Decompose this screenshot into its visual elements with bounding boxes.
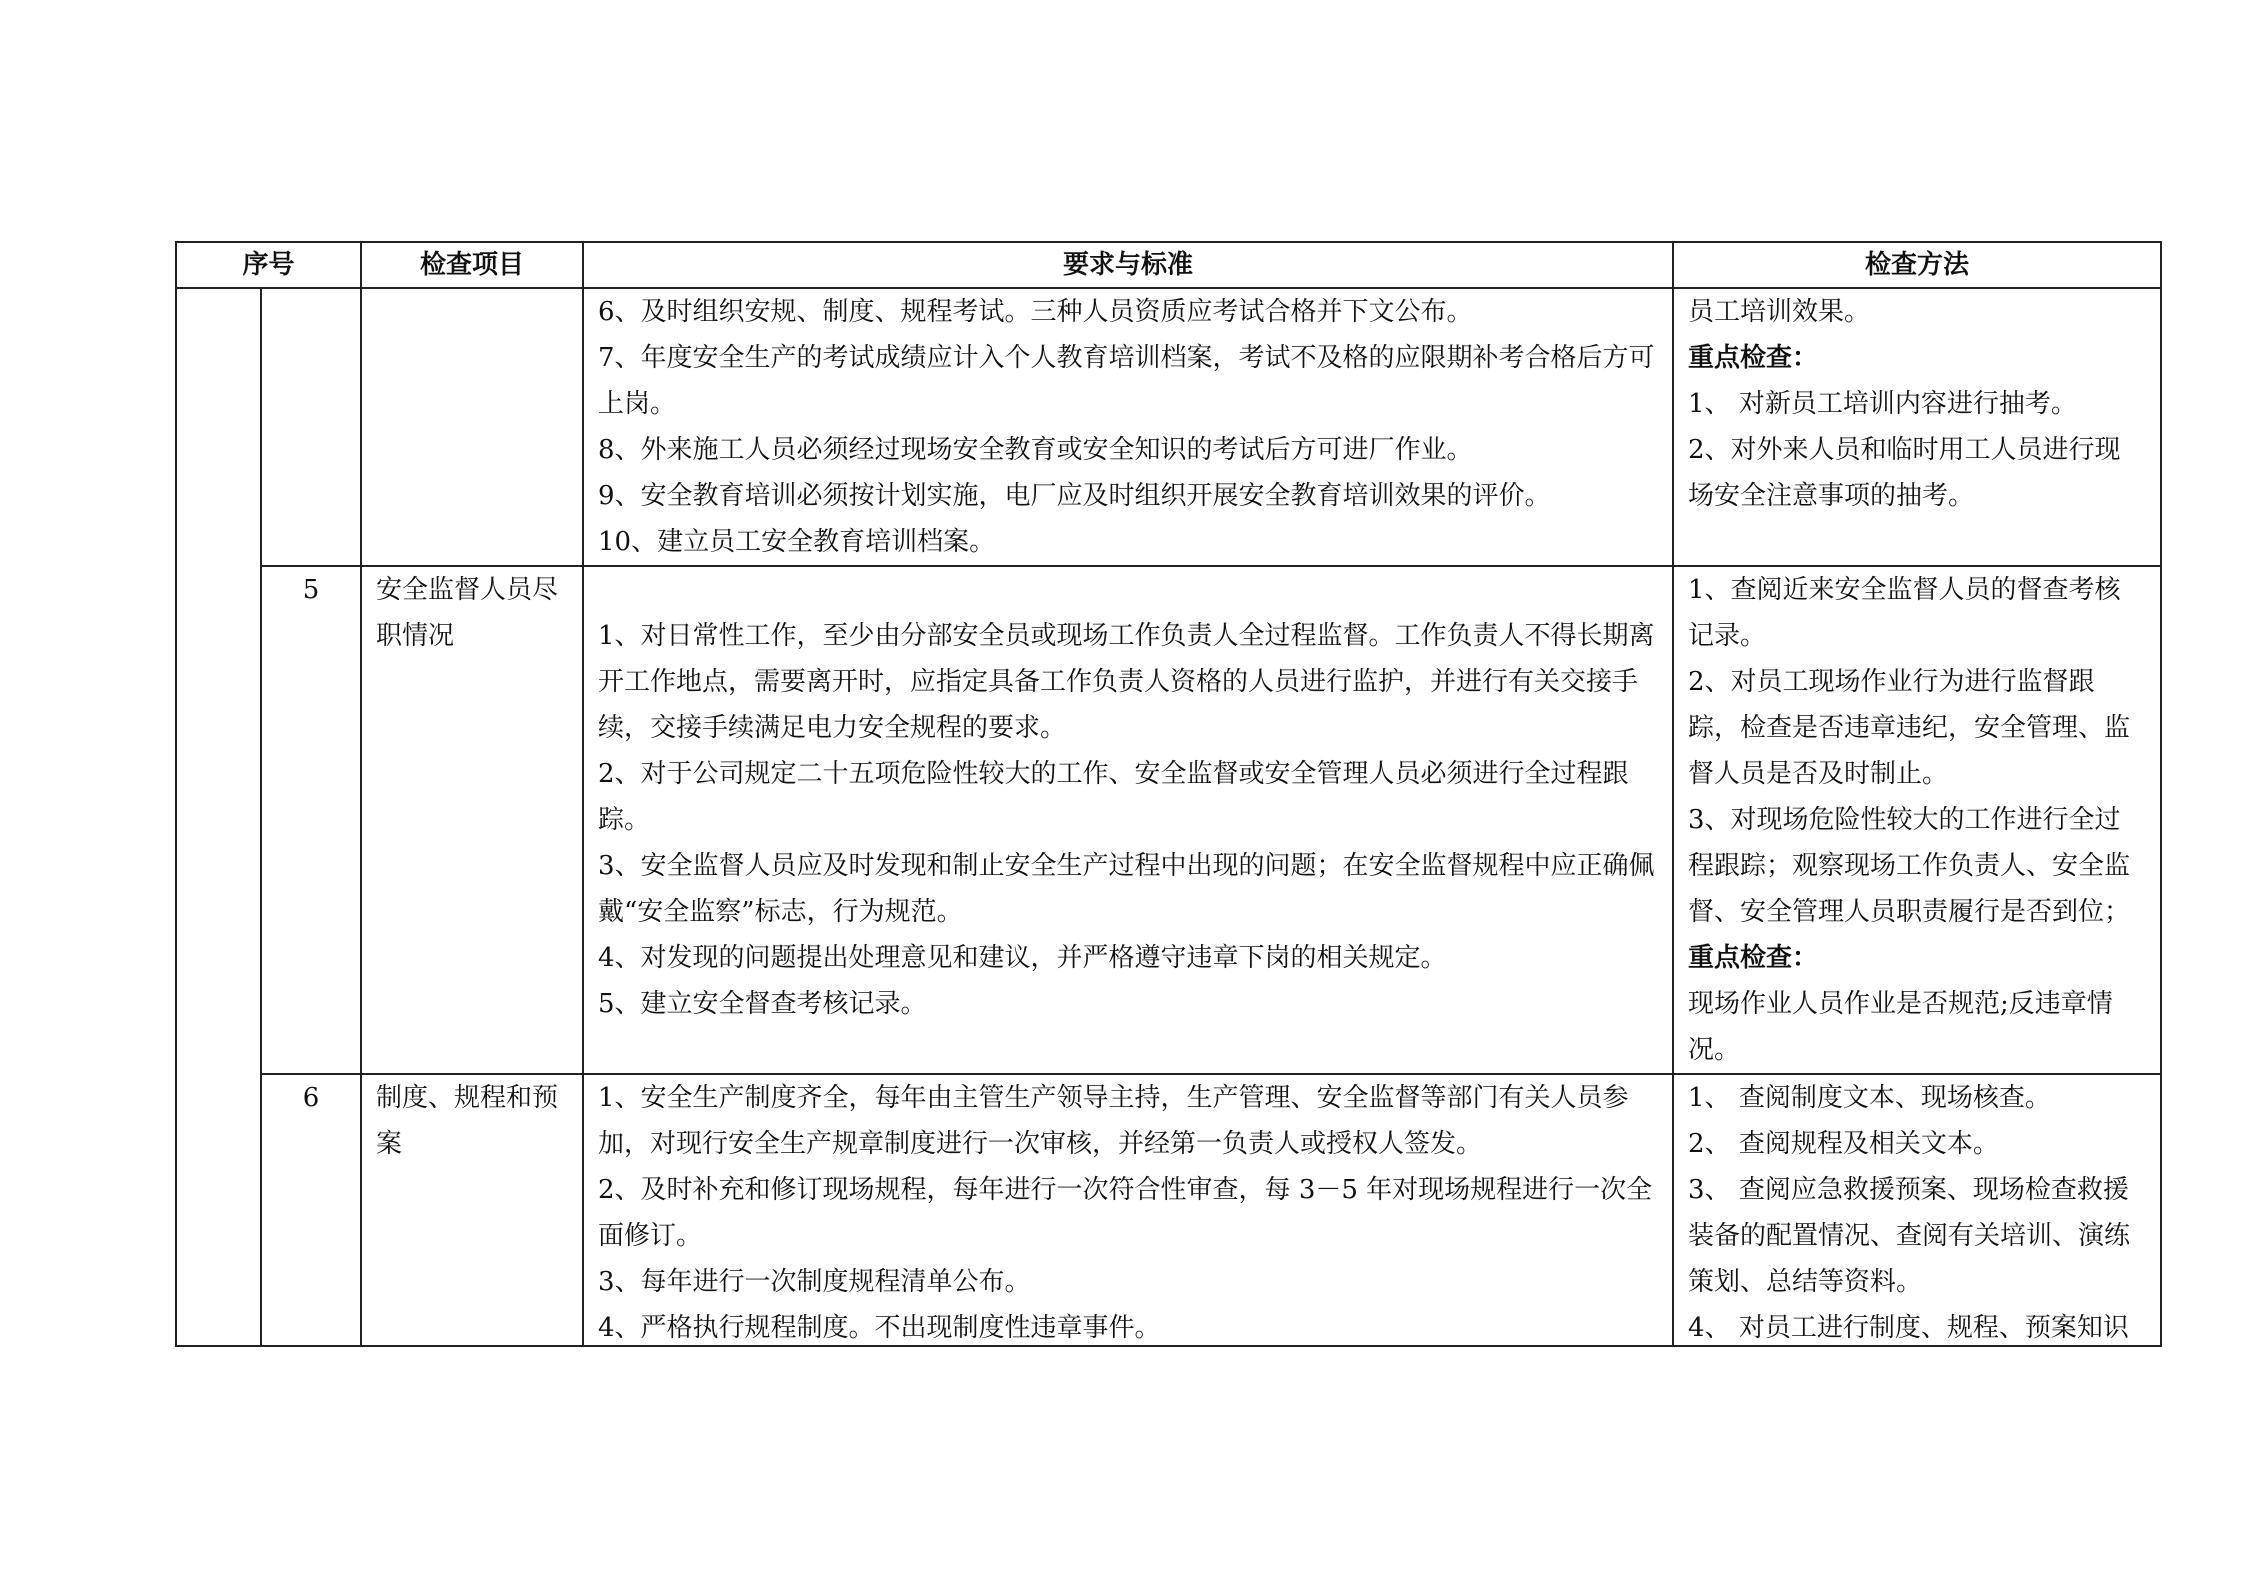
method-line: 1、 对新员工培训内容进行抽考。 — [1688, 389, 2077, 419]
item-cell — [361, 288, 583, 566]
method-clip — [1688, 1075, 2146, 1345]
standard-line: 1、安全生产制度齐全，每年由主管生产领导主持，生产管理、安全监督等部门有关人员参加，对现行安全生产规章制度进行一次审核，并经第一负责人或授权人签发。 — [598, 1083, 1629, 1159]
standard-line: 5、建立安全督查考核记录。 — [598, 989, 927, 1019]
item-cell: 制度、规程和预案 — [361, 1074, 583, 1346]
standard-line: 3、安全监督人员应及时发现和制止安全生产过程中出现的问题；在安全监督规程中应正确佩戴“安全监察”标志，行为规范。 — [598, 851, 1655, 927]
standard-line: 9、安全教育培训必须按计划实施，电厂应及时组织开展安全教育培训效果的评价。 — [598, 481, 1551, 511]
key-check-heading: 重点检查： — [1688, 343, 1819, 373]
standard-line: 2、对于公司规定二十五项危险性较大的工作、安全监督或安全管理人员必须进行全过程跟踪。 — [598, 759, 1629, 835]
category-cell — [176, 288, 261, 1346]
table-row — [176, 288, 2161, 566]
seq-cell: 6 — [261, 1074, 361, 1346]
method-line: 2、对外来人员和临时用工人员进行现场安全注意事项的抽考。 — [1688, 435, 2121, 511]
method-line: 1、 查阅制度文本、现场核查。 — [1688, 1083, 2051, 1113]
header-row — [176, 242, 2161, 288]
method-cell — [1673, 288, 2161, 566]
method-line: 3、对现场危险性较大的工作进行全过程跟踪；观察现场工作负责人、安全监督、安全管理人员职责履行是否到位； — [1688, 805, 2131, 927]
standard-clip — [598, 1075, 1658, 1345]
standard-line: 2、及时补充和修订现场规程，每年进行一次符合性审查，每 3－5 年对现场规程进行一次全面修订。 — [598, 1175, 1653, 1251]
standard-line: 1、对日常性工作，至少由分部安全员或现场工作负责人全过程监督。工作负责人不得长期离开工作地点，需要离开时，应指定具备工作负责人资格的人员进行监护，并进行有关交接手续，交接手续满足电力安全规程的要求。 — [598, 621, 1655, 743]
method-line: 1、查阅近来安全监督人员的督查考核记录。 — [1688, 575, 2121, 651]
method-line: 4、 对员工进行制度、规程、预案知识 — [1688, 1313, 2129, 1343]
header-seq: 序号 — [176, 242, 361, 288]
standard-line: 3、每年进行一次制度规程清单公布。 — [598, 1267, 1031, 1297]
standard-cell — [583, 566, 1673, 1074]
table-row — [176, 1074, 2161, 1346]
method-line: 2、对员工现场作业行为进行监督跟踪，检查是否违章违纪，安全管理、监督人员是否及时制止。 — [1688, 667, 2131, 789]
method-line: 员工培训效果。 — [1688, 297, 1871, 327]
standard-line: 7、年度安全生产的考试成绩应计入个人教育培训档案，考试不及格的应限期补考合格后方可上岗。 — [598, 343, 1655, 419]
header-method: 检查方法 — [1673, 242, 2161, 288]
method-line: 现场作业人员作业是否规范;反违章情况。 — [1688, 989, 2113, 1065]
header-item: 检查项目 — [361, 242, 583, 288]
table-row — [176, 566, 2161, 1074]
method-cell — [1673, 1074, 2161, 1346]
method-line: 2、 查阅规程及相关文本。 — [1688, 1129, 1999, 1159]
standard-cell — [583, 288, 1673, 566]
standard-line: 10、建立员工安全教育培训档案。 — [598, 527, 996, 557]
method-cell — [1673, 566, 2161, 1074]
standard-cell — [583, 1074, 1673, 1346]
method-line: 3、 查阅应急救援预案、现场检查救援装备的配置情况、查阅有关培训、演练策划、总结等资料。 — [1688, 1175, 2131, 1297]
standard-line: 4、对发现的问题提出处理意见和建议，并严格遵守违章下岗的相关规定。 — [598, 943, 1447, 973]
item-cell: 安全监督人员尽职情况 — [361, 566, 583, 1074]
seq-cell: 5 — [261, 566, 361, 1074]
key-check-heading: 重点检查： — [1688, 943, 1819, 973]
standard-line: 8、外来施工人员必须经过现场安全教育或安全知识的考试后方可进厂作业。 — [598, 435, 1473, 465]
inspection-table — [175, 241, 2162, 1347]
standard-line: 6、及时组织安规、制度、规程考试。三种人员资质应考试合格并下文公布。 — [598, 297, 1473, 327]
standard-line: 4、严格执行规程制度。不出现制度性违章事件。 — [598, 1313, 1161, 1343]
seq-cell — [261, 288, 361, 566]
header-standard: 要求与标准 — [583, 242, 1673, 288]
